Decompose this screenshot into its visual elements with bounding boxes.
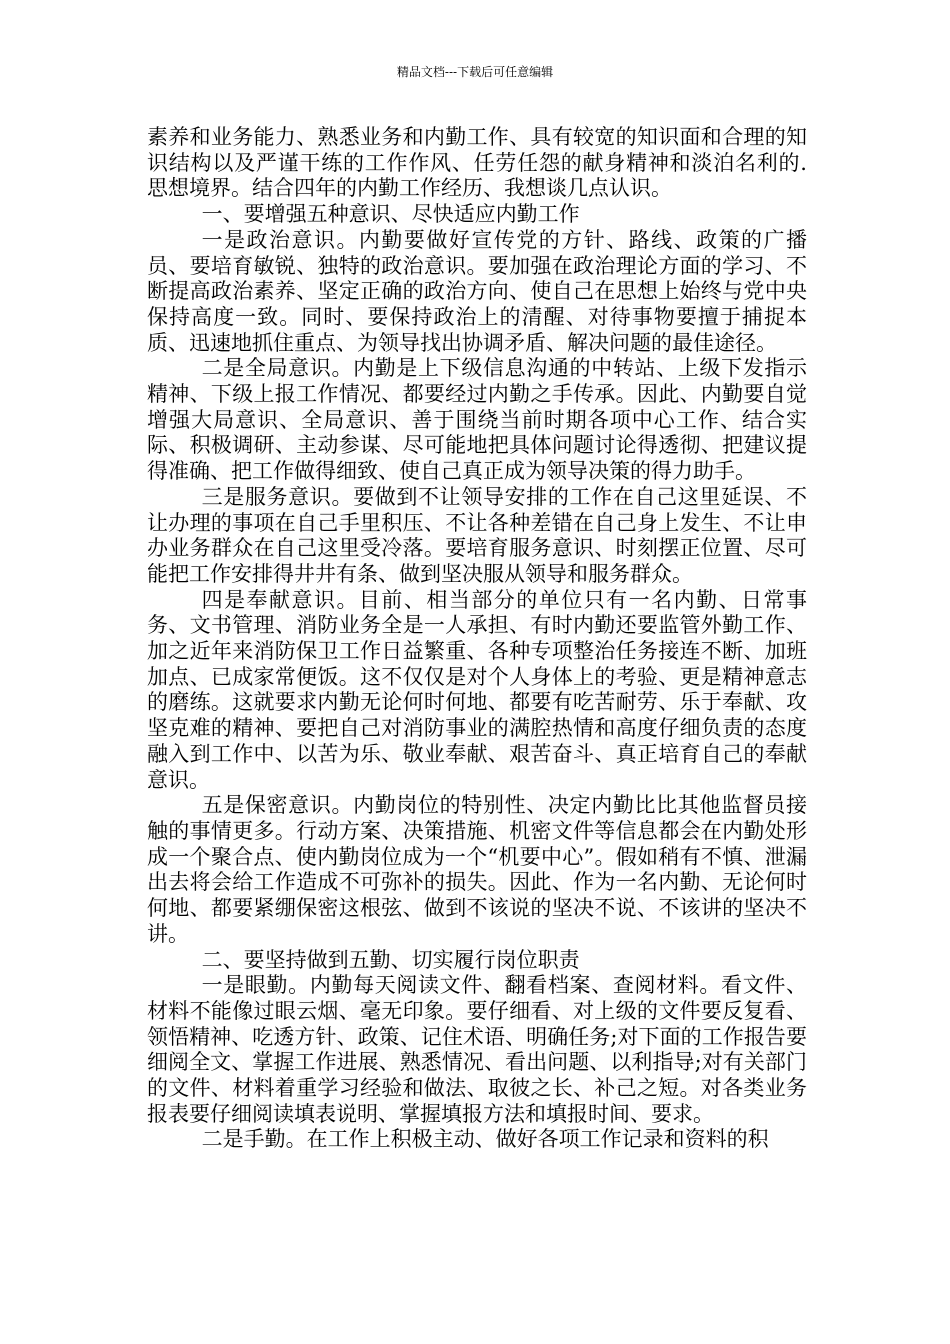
body-paragraph: 二是手勤。在工作上积极主动、做好各项工作记录和资料的积 bbox=[201, 1127, 769, 1152]
section-heading: 一、要增强五种意识、尽快适应内勤工作 bbox=[201, 202, 580, 227]
body-paragraph: 素养和业务能力、熟悉业务和内勤工作、具有较宽的知识面和合理的知识结构以及严谨干练的工作作风、任劳任怨的献身精神和淡泊名利的. 思想境界。结合四年的内勤工作经历、我想谈几点认识。 bbox=[147, 125, 807, 201]
body-paragraph: 一是眼勤。内勤每天阅读文件、翻看档案、查阅材料。看文件、材料不能像过眼云烟、毫无印象。要仔细看、对上级的文件要反复看、领悟精神、吃透方针、政策、记住术语、明确任务;对下面的工作报告要细阅全文、掌握工作进展、熟悉情况、看出问题、以利指导;对有关部门的文件、材料着重学习经验和做法、取彼之长、补己之短。对各类业务报表要仔细阅读填表说明、掌握填报方法和填报时间、要求。 bbox=[147, 973, 807, 1126]
body-paragraph: 二是全局意识。内勤是上下级信息沟通的中转站、上级下发指示精神、下级上报工作情况、都要经过内勤之手传承。因此、内勤要自觉增强大局意识、全局意识、善于围绕当前时期各项中心工作、结合实际、积极调研、主动参谋、尽可能地把具体问题讨论得透彻、把建议提得准确、把工作做得细致、使自己真正成为领导决策的得力助手。 bbox=[147, 356, 807, 484]
body-paragraph: 一是政治意识。内勤要做好宣传党的方针、路线、政策的广播员、要培育敏锐、独特的政治意识。要加强在政治理论方面的学习、不断提高政治素养、坚定正确的政治方向、使自己在思想上始终与党中央保持高度一致。同时、要保持政治上的清醒、对待事物要擅于捕捉本质、迅速地抓住重点、为领导找出协调矛盾、解决问题的最佳途径。 bbox=[147, 227, 807, 355]
page-header: 精品文档---下载后可任意编辑 bbox=[396, 65, 554, 79]
section-heading: 二、要坚持做到五勤、切实履行岗位职责 bbox=[201, 947, 580, 972]
body-paragraph: 五是保密意识。内勤岗位的特别性、决定内勤比比其他监督员接触的事情更多。行动方案、决策措施、机密文件等信息都会在内勤处形成一个聚合点、使内勤岗位成为一个“机要中心”。假如稍有不慎、泄漏出去将会给工作造成不可弥补的损失。因此、作为一名内勤、无论何时何地、都要紧绷保密这根弦、做到不该说的坚决不说、不该讲的坚决不讲。 bbox=[147, 793, 807, 946]
body-paragraph: 四是奉献意识。目前、相当部分的单位只有一名内勤、日常事务、文书管理、消防业务全是一人承担、有时内勤还要监管外勤工作、加之近年来消防保卫工作日益繁重、各种专项整治任务接连不断、加班加点、已成家常便饭。这不仅仅是对个人身体上的考验、更是精神意志的磨练。这就要求内勤无论何时何地、都要有吃苦耐劳、乐于奉献、攻坚克难的精神、要把自己对消防事业的满腔热情和高度仔细负责的态度融入到工作中、以苦为乐、敬业奉献、艰苦奋斗、真正培育自己的奉献意识。 bbox=[147, 587, 807, 792]
document-body bbox=[147, 125, 807, 1153]
body-paragraph: 三是服务意识。要做到不让领导安排的工作在自己这里延误、不让办理的事项在自己手里积压、不让各种差错在自己身上发生、不让申办业务群众在自己这里受冷落。要培育服务意识、时刻摆正位置、尽可能把工作安排得井井有条、做到坚决服从领导和服务群众。 bbox=[147, 484, 807, 586]
